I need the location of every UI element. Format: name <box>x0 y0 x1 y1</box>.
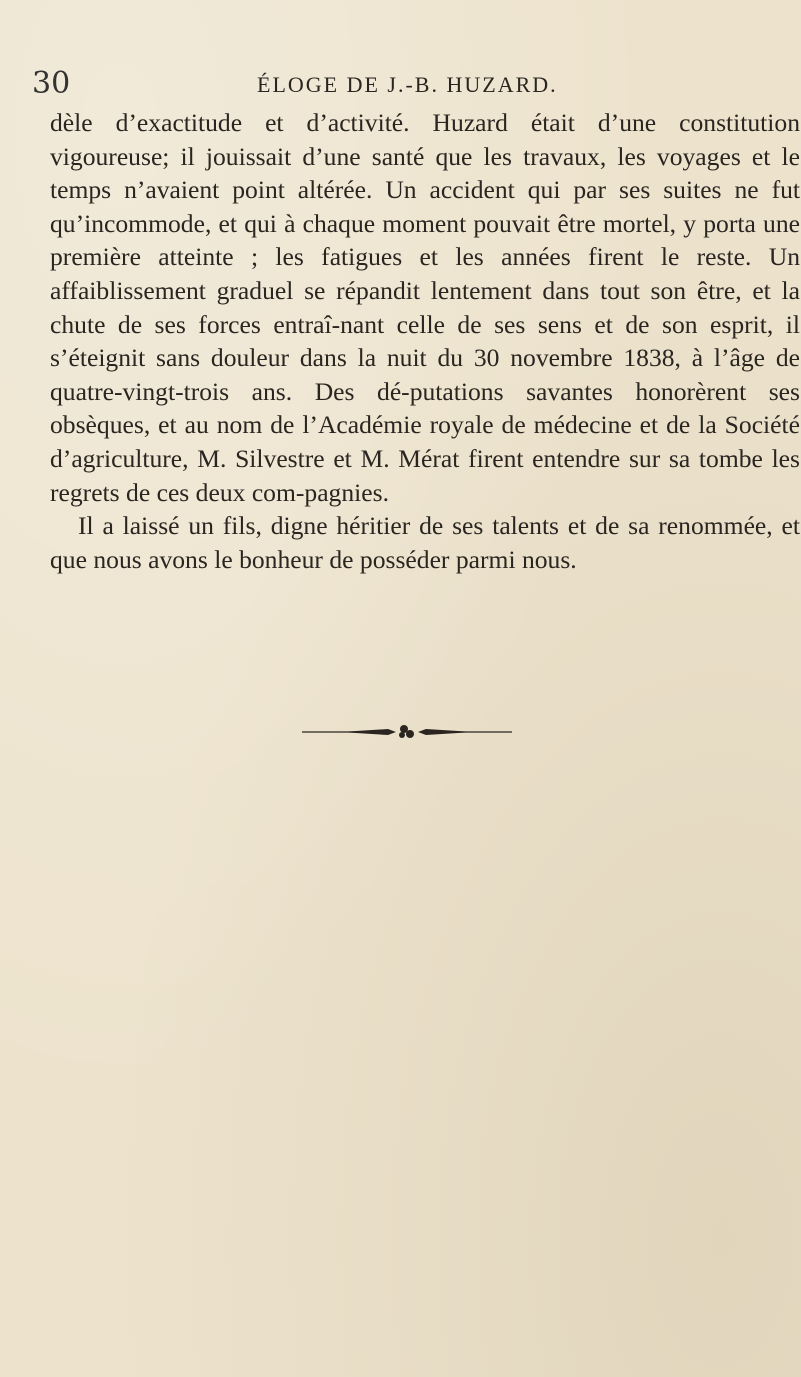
end-ornament-icon <box>300 722 515 742</box>
page-number: 30 <box>32 66 71 101</box>
paragraph: dèle d’exactitude et d’activité. Huzard était d’une constitution vigoureuse; il jouissait d’une santé que les travaux, les voyages et le temps n’avaient point altérée. Un accident qui par ses suites ne fut qu’incommode, et qui à chaque moment pouvait être mortel, y porta une première atteinte ; les fatigues et les années firent le reste. Un affaiblissement graduel se répandit lentement dans tout son être, et la chute de ses forces entraî-nant celle de ses sens et de son esprit, il s’éteignit sans douleur dans la nuit du 30 novembre 1838, à l’âge de quatre-vingt-trois ans. Des dé-putations savantes honorèrent ses obsèques, et au nom de l’Académie royale de médecine et de la Société d’agriculture, M. Silvestre et M. Mérat firent entendre sur sa tombe les regrets de ces deux com-pagnies. <box>50 108 800 507</box>
running-head: ÉLOGE DE J.-B. HUZARD. <box>257 72 558 97</box>
paragraph: Il a laissé un fils, digne héritier de ses talents et de sa renommée, et que nous avons le bonheur de posséder parmi nous. <box>50 511 800 574</box>
page-header <box>32 66 792 102</box>
body-text <box>50 106 800 576</box>
